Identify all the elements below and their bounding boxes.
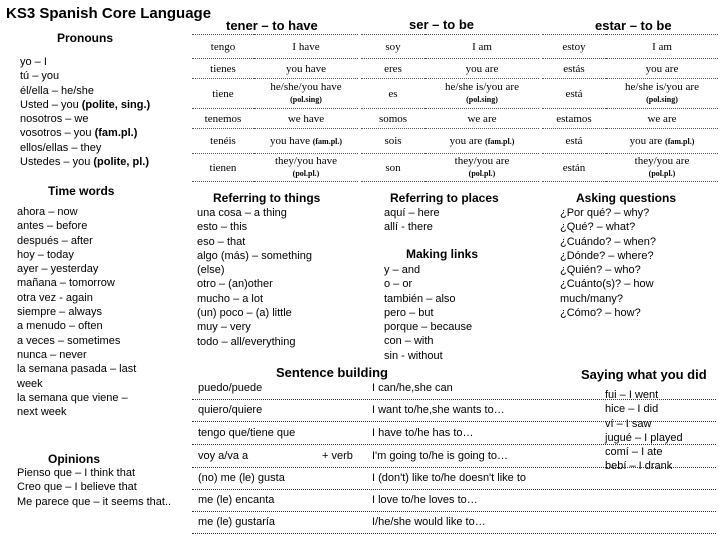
saying-did-list (605, 388, 683, 474)
list-item: next week (17, 406, 67, 419)
estar-row (542, 109, 718, 129)
saying-did-heading: Saying what you did (581, 367, 707, 382)
spanish-form: estoy (542, 35, 606, 59)
spanish-phrase: puedo/puede (198, 382, 263, 394)
pronoun-item: nosotros – we (20, 113, 89, 126)
tener-row (192, 109, 358, 129)
asking-questions-list (560, 206, 656, 320)
list-item: muy – very (197, 321, 251, 334)
list-item: ayer – yesterday (17, 263, 99, 276)
english-meaning: they/you have (pol.pl.) (254, 154, 358, 182)
spanish-form: tiene (192, 79, 254, 109)
pronoun-item: tú – you (20, 70, 60, 83)
english-phrase: I have to/he has to… (372, 427, 474, 439)
spanish-form: está (542, 79, 606, 109)
estar-table (542, 34, 718, 182)
english-phrase: I (don't) like to/he doesn't like to (372, 472, 527, 484)
english-meaning: you have (254, 59, 358, 79)
making-links-heading: Making links (406, 247, 479, 261)
ser-row (361, 59, 539, 79)
estar-row (542, 59, 718, 79)
ser-row (361, 129, 539, 154)
pronoun-item: él/ella – he/she (20, 84, 94, 97)
list-item: ¿Cuánto(s)? – how (560, 278, 654, 291)
spanish-phrase: me (le) gustaría (198, 516, 276, 528)
estar-row (542, 79, 718, 109)
spanish-form: soy (361, 35, 425, 59)
estar-row (542, 129, 718, 154)
list-item: ¿Cuándo? – when? (560, 235, 657, 248)
asking-questions-heading: Asking questions (576, 191, 677, 205)
usage-note: (fam.pl.) (665, 136, 695, 146)
list-item: después – after (17, 234, 93, 247)
list-item: hice – I did (605, 403, 659, 416)
list-item: fui – I went (605, 389, 659, 401)
english-meaning: he/she is/you are (pol.sing) (606, 79, 718, 109)
referring-places-list (384, 206, 440, 235)
opinions-heading: Opinions (48, 452, 100, 466)
page-title: KS3 Spanish Core Language (6, 5, 212, 22)
english-meaning: we have (254, 109, 358, 129)
list-item: mañana – tomorrow (17, 277, 115, 290)
list-item: ¿Cómo? – how? (560, 307, 641, 320)
tener-table (192, 34, 358, 182)
tener-row (192, 35, 358, 59)
list-item: y – and (384, 264, 421, 276)
pronoun-item: Usted – you (polite, sing.) (20, 98, 151, 111)
list-item: much/many? (560, 292, 623, 305)
spanish-form: son (361, 154, 425, 182)
list-item: jugué – I played (605, 431, 683, 444)
ser-row (361, 109, 539, 129)
pronouns-list (20, 55, 150, 169)
spanish-form: tienes (192, 59, 254, 79)
list-item: o – or (384, 278, 413, 291)
list-item: Creo que – I believe that (17, 481, 137, 494)
tener-row (192, 79, 358, 109)
list-item: nunca – never (17, 348, 87, 361)
list-item: la semana que viene – (17, 391, 128, 404)
ser-row (361, 154, 539, 182)
tener-heading: tener – to have (226, 18, 318, 33)
list-item: sin - without (384, 349, 443, 362)
english-meaning: you have (fam.pl.) (254, 129, 358, 154)
english-meaning: you are (fam.pl.) (606, 129, 718, 154)
spanish-phrase: voy a/va a (198, 450, 249, 462)
list-item: ¿Dónde? – where? (560, 249, 654, 262)
english-phrase: I can/he,she can (372, 382, 453, 394)
list-item: una cosa – a thing (197, 207, 287, 219)
english-meaning: they/you are (pol.pl.) (425, 154, 539, 182)
english-meaning: they/you are (pol.pl.) (606, 154, 718, 182)
spanish-form: eres (361, 59, 425, 79)
usage-note: (pol.sing) (290, 95, 322, 104)
tener-row (192, 59, 358, 79)
referring-places-heading: Referring to places (390, 191, 499, 205)
list-item: Me parece que – it seems that.. (17, 495, 172, 508)
spanish-form: somos (361, 109, 425, 129)
list-item: ¿Por qué? – why? (560, 207, 650, 219)
making-links-list (384, 263, 472, 363)
list-item: aquí – here (384, 207, 440, 219)
english-phrase: I/he/she would like to… (372, 516, 486, 528)
list-item: otro – (an)other (197, 278, 273, 291)
english-meaning: I am (606, 35, 718, 59)
sentence-row (192, 513, 716, 534)
english-meaning: we are (425, 109, 539, 129)
usage-note: (pol.pl.) (468, 169, 496, 178)
english-meaning: he/she/you have (pol.sing) (254, 79, 358, 109)
english-meaning: you are (425, 59, 539, 79)
pronouns-heading: Pronouns (57, 31, 113, 45)
list-item: comí – I ate (605, 446, 663, 459)
list-item: hoy – today (17, 248, 74, 261)
spanish-phrase: tengo que/tiene que (198, 427, 296, 439)
pronoun-item: Ustedes – you (polite, pl.) (20, 156, 149, 169)
sentence-row (192, 491, 716, 512)
pronoun-item: vosotros – you (fam.pl.) (20, 127, 138, 140)
pronoun-item: ellos/ellas – they (20, 141, 102, 154)
spanish-form: es (361, 79, 425, 109)
usage-note: (pol.pl.) (292, 169, 320, 178)
list-item: Pienso que – I think that (17, 467, 136, 479)
list-item: eso – that (197, 235, 246, 248)
spanish-phrase: me (le) encanta (198, 494, 275, 506)
estar-row (542, 154, 718, 182)
usage-note: (pol.sing) (646, 95, 678, 104)
sentence-building-heading: Sentence building (276, 365, 388, 380)
list-item: (else) (197, 264, 225, 277)
english-meaning: he/she is/you are (pol.sing) (425, 79, 539, 109)
tener-row (192, 154, 358, 182)
list-item: mucho – a lot (197, 292, 264, 305)
spanish-form: estás (542, 59, 606, 79)
list-item: porque – because (384, 321, 473, 334)
list-item: week (17, 377, 43, 390)
tener-row (192, 129, 358, 154)
time-words-list (17, 205, 136, 419)
list-item: esto – this (197, 221, 248, 234)
list-item: ¿Qué? – what? (560, 221, 636, 234)
usage-note: (fam.pl.) (312, 136, 343, 146)
list-item: antes – before (17, 220, 88, 233)
spanish-form: tienen (192, 154, 254, 182)
spanish-form: sois (361, 129, 425, 154)
list-item: pero – but (384, 306, 434, 319)
ser-heading: ser – to be (409, 17, 475, 32)
english-phrase: I want to/he,she wants to… (372, 404, 505, 416)
list-item: ví – I saw (605, 417, 652, 430)
english-meaning: I have (254, 35, 358, 59)
referring-things-heading: Referring to things (213, 191, 321, 205)
list-item: bebí – I drank (605, 460, 673, 473)
usage-note: (fam.pl.) (485, 136, 515, 146)
ser-row (361, 35, 539, 59)
opinions-list (17, 466, 171, 509)
spanish-form: tenemos (192, 109, 254, 129)
list-item: allí - there (384, 221, 433, 234)
list-item: algo (más) – something (197, 249, 312, 262)
list-item: también – also (384, 292, 456, 305)
list-item: a menudo – often (17, 320, 103, 333)
spanish-phrase: quiero/quiere (198, 404, 263, 416)
verb-marker: + verb (322, 450, 353, 462)
list-item: ¿Quién? – who? (560, 264, 641, 277)
estar-heading: estar – to be (595, 18, 672, 33)
list-item: otra vez - again (17, 291, 93, 304)
time-words-heading: Time words (48, 184, 115, 198)
list-item: a veces – sometimes (17, 334, 121, 347)
usage-note: (pol.pl.) (648, 169, 676, 178)
list-item: con – with (384, 335, 434, 348)
english-meaning: we are (606, 109, 718, 129)
usage-note: (pol.sing) (466, 95, 498, 104)
referring-things-list (197, 206, 312, 349)
list-item: ahora – now (17, 206, 78, 218)
english-phrase: I love to/he loves to… (372, 494, 478, 506)
list-item: la semana pasada – last (17, 363, 137, 376)
pronoun-item: yo – I (20, 56, 47, 68)
spanish-form: está (542, 129, 606, 154)
english-meaning: you are (606, 59, 718, 79)
ser-row (361, 79, 539, 109)
english-meaning: you are (fam.pl.) (425, 129, 539, 154)
ser-table (361, 34, 539, 182)
spanish-phrase: (no) me (le) gusta (198, 472, 285, 484)
spanish-form: tengo (192, 35, 254, 59)
english-phrase: I'm going to/he is going to… (372, 450, 509, 462)
list-item: siempre – always (17, 306, 102, 319)
spanish-form: tenéis (192, 129, 254, 154)
list-item: (un) poco – (a) little (197, 307, 292, 320)
english-meaning: I am (425, 35, 539, 59)
estar-row (542, 35, 718, 59)
list-item: todo – all/everything (197, 335, 296, 348)
spanish-form: estamos (542, 109, 606, 129)
spanish-form: están (542, 154, 606, 182)
